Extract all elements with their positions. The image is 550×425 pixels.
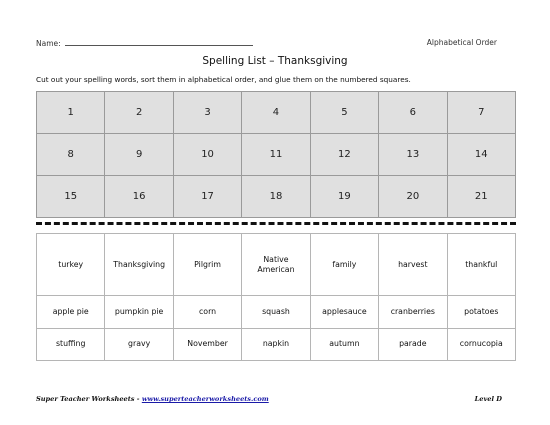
word-card[interactable]: potatoes bbox=[447, 296, 515, 328]
word-card[interactable]: applesauce bbox=[310, 296, 378, 328]
word-card[interactable]: harvest bbox=[379, 234, 447, 296]
word-card[interactable]: corn bbox=[173, 296, 241, 328]
word-card[interactable]: napkin bbox=[242, 328, 310, 361]
number-square-row bbox=[37, 176, 516, 218]
number-square: 21 bbox=[447, 176, 515, 218]
name-line[interactable] bbox=[65, 38, 253, 46]
instructions: Cut out your spelling words, sort them in alphabetical order, and glue them on the numbered squares. bbox=[36, 75, 411, 84]
cut-line bbox=[36, 222, 516, 225]
word-card[interactable]: cranberries bbox=[379, 296, 447, 328]
word-card[interactable]: November bbox=[173, 328, 241, 361]
word-card-row bbox=[37, 328, 516, 361]
number-square: 4 bbox=[242, 92, 310, 134]
word-grid bbox=[36, 233, 516, 361]
word-card[interactable]: autumn bbox=[310, 328, 378, 361]
word-card[interactable]: stuffing bbox=[37, 328, 105, 361]
number-square: 12 bbox=[310, 134, 378, 176]
number-square: 15 bbox=[37, 176, 105, 218]
number-square: 1 bbox=[37, 92, 105, 134]
footer-link[interactable]: www.superteacherworksheets.com bbox=[141, 395, 269, 403]
number-square: 17 bbox=[173, 176, 241, 218]
number-square-row bbox=[37, 92, 516, 134]
footer-text: Super Teacher Worksheets - bbox=[36, 395, 142, 403]
word-card[interactable]: pumpkin pie bbox=[105, 296, 173, 328]
number-square: 18 bbox=[242, 176, 310, 218]
word-card[interactable]: parade bbox=[379, 328, 447, 361]
number-square: 7 bbox=[447, 92, 515, 134]
worksheet-type-label: Alphabetical Order bbox=[426, 38, 497, 47]
word-card[interactable]: cornucopia bbox=[447, 328, 515, 361]
number-square: 11 bbox=[242, 134, 310, 176]
number-square: 10 bbox=[173, 134, 241, 176]
word-card[interactable]: Pilgrim bbox=[173, 234, 241, 296]
word-card[interactable]: family bbox=[310, 234, 378, 296]
word-card[interactable]: squash bbox=[242, 296, 310, 328]
number-square-row bbox=[37, 134, 516, 176]
number-square: 5 bbox=[310, 92, 378, 134]
number-square: 16 bbox=[105, 176, 173, 218]
number-square: 2 bbox=[105, 92, 173, 134]
word-card[interactable]: apple pie bbox=[37, 296, 105, 328]
word-card[interactable]: Native American bbox=[242, 234, 310, 296]
word-card[interactable]: turkey bbox=[37, 234, 105, 296]
word-card-row bbox=[37, 296, 516, 328]
word-card[interactable]: gravy bbox=[105, 328, 173, 361]
word-card[interactable]: thankful bbox=[447, 234, 515, 296]
word-card[interactable]: Thanksgiving bbox=[105, 234, 173, 296]
number-square: 9 bbox=[105, 134, 173, 176]
footer-credit bbox=[36, 395, 269, 403]
worksheet-title: Spelling List – Thanksgiving bbox=[202, 55, 348, 67]
level-label: Level D bbox=[474, 395, 502, 403]
number-square: 13 bbox=[379, 134, 447, 176]
name-field bbox=[36, 38, 253, 48]
number-grid bbox=[36, 91, 516, 218]
number-square: 8 bbox=[37, 134, 105, 176]
number-square: 3 bbox=[173, 92, 241, 134]
number-square: 6 bbox=[379, 92, 447, 134]
number-square: 14 bbox=[447, 134, 515, 176]
number-square: 20 bbox=[379, 176, 447, 218]
name-label: Name: bbox=[36, 39, 61, 48]
number-square: 19 bbox=[310, 176, 378, 218]
word-card-row bbox=[37, 234, 516, 296]
